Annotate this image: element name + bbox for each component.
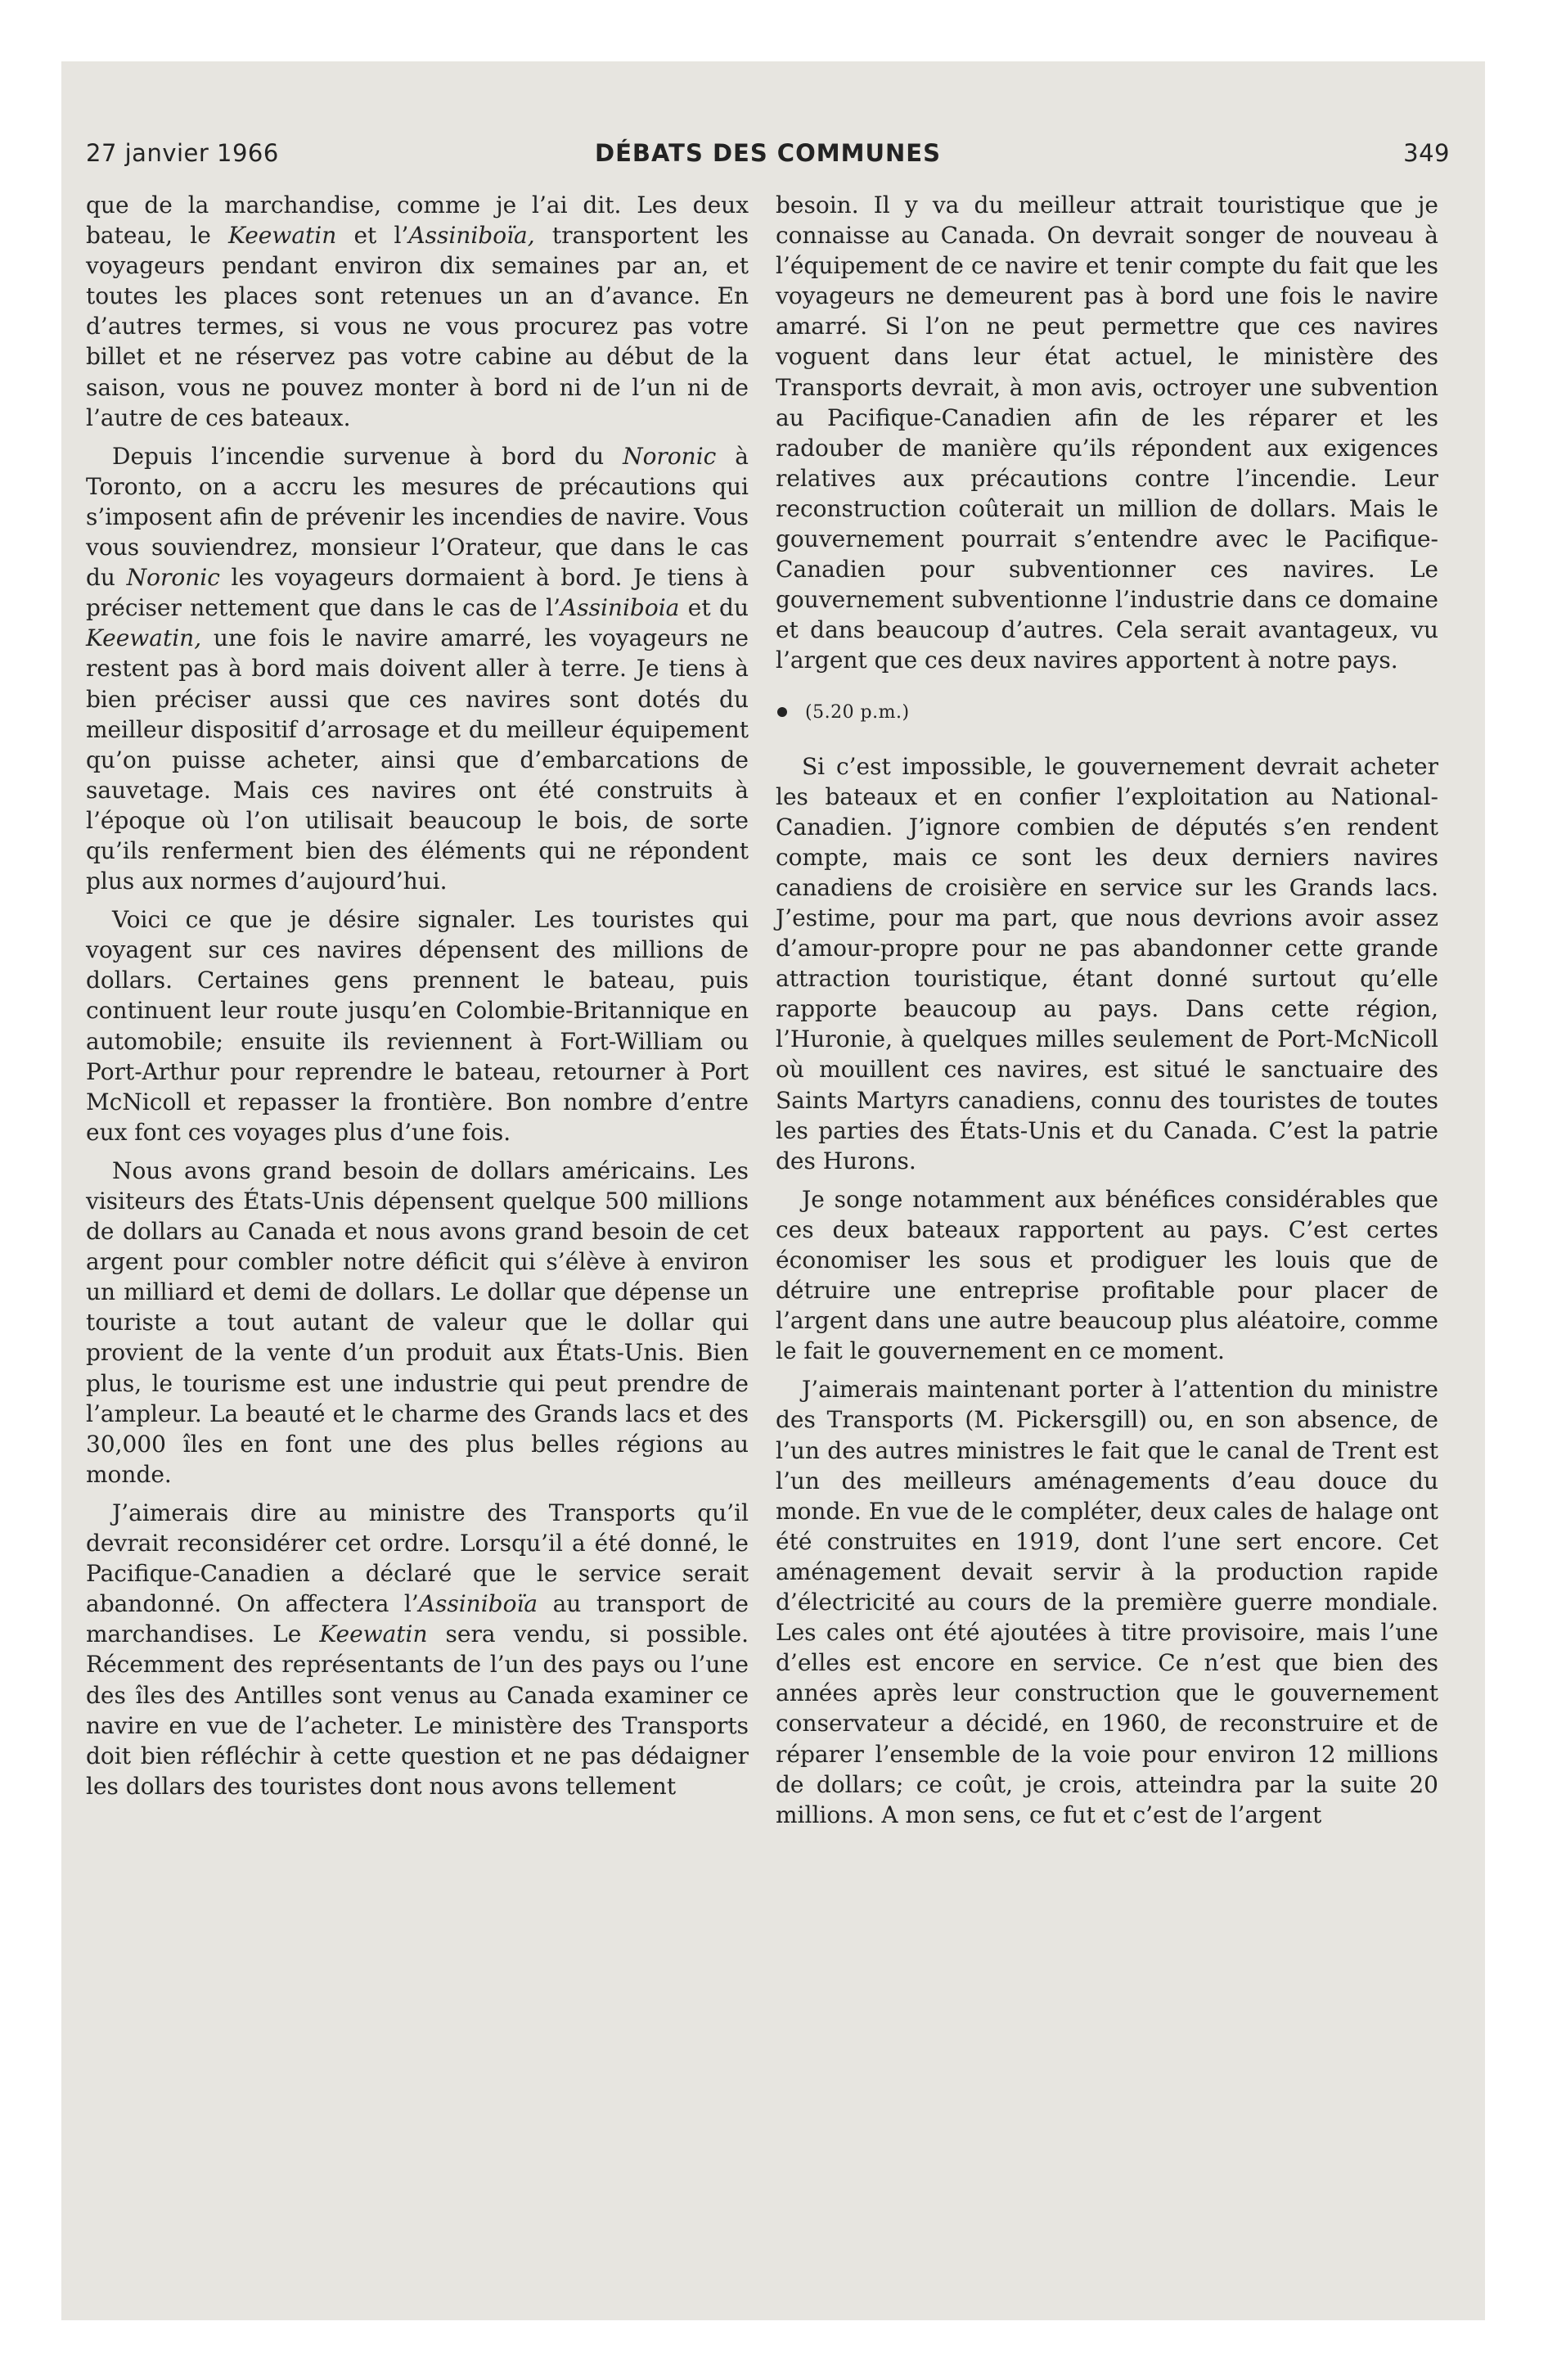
text-run: sera vendu, si possible. Récemment des représentants de l’un des pays ou l’une des îles des Antilles sont venus au Canada examiner ce navire en vue de l’acheter. Le ministère des Transports doit bien réfléchir à cette question et ne pas dédaigner les dollars des touristes dont nous avons tellement <box>86 1620 749 1800</box>
header-date: 27 janvier 1966 <box>86 139 279 167</box>
text-run: Nous avons grand besoin de dollars américains. Les visiteurs des États-Unis dépensent quelque 500 millions de dollars au Canada et nous avons grand besoin de cet argent pour combler notre déficit qui s’élève à environ un milliard et demi de dollars. Le dollar que dépense un touriste a tout autant de valeur que le dollar qui provient de la vente d’un produit aux États-Unis. Bien plus, le tourisme est une industrie qui peut prendre de l’ampleur. La beauté et le charme des Grands lacs et des 30,000 îles en font une des plus belles régions au monde. <box>86 1156 749 1488</box>
text-run: Je songe notamment aux bénéfices considérables que ces deux bateaux rapportent au pays. C’est certes économiser les sous et prodiguer les louis que de détruire une entreprise profitable pour placer de l’argent dans une autre beaucoup plus aléatoire, comme le fait le gouvernement en ce moment. <box>776 1185 1438 1365</box>
paragraph-continuation <box>86 190 749 433</box>
italic-text: Assiniboïa <box>418 1590 538 1618</box>
italic-text: Noronic <box>126 564 220 592</box>
right-column-top <box>776 190 1438 676</box>
document-page <box>86 139 1450 1828</box>
text-run: à Toronto, on a accru les mesures de précautions qui s’imposent afin de prévenir les incendies de navire. Vous vous souviendrez, monsieur l’Orateur, que dans le cas du <box>86 442 749 592</box>
paragraph <box>86 441 749 896</box>
text-run: besoin. Il y va du meilleur attrait touristique que je connaisse au Canada. On devrait songer de nouveau à l’équipement de ce navire et tenir compte du fait que les voyageurs ne demeurent pas à bord une fois le navire amarré. Si l’on ne peut permettre que ces navires voguent dans leur état actuel, le ministère des Transports devrait, à mon avis, octroyer une subvention au Pacifique-Canadien afin de les réparer et les radouber de manière qu’ils répondent aux exigences relatives aux précautions contre l’incendie. Leur reconstruction coûterait un million de dollars. Mais le gouvernement pourrait s’entendre avec le Pacifique-Canadien pour subventionner ces navires. Le gouvernement subventionne l’industrie dans ce domaine et dans beaucoup d’autres. Cela serait avantageux, vu l’argent que ces deux navires apportent à notre pays. <box>776 192 1438 674</box>
text-run: et du <box>679 594 749 622</box>
paragraph-continuation <box>776 190 1438 676</box>
bullet-icon <box>777 707 787 717</box>
page-header <box>86 139 1450 174</box>
timestamp-text: (5.20 p.m.) <box>805 701 910 723</box>
italic-text: Assiniboïa, <box>408 222 535 250</box>
text-run: Voici ce que je désire signaler. Les touristes qui voyagent sur ces navires dépensent des millions de dollars. Certaines gens prennent le bateau, puis continuent leur route jusqu’en Colombie-Britannique en automobile; ensuite ils reviennent à Fort-William ou Port-Arthur pour reprendre le bateau, retourner à Port McNicoll et repasser la frontière. Bon nombre d’entre eux font ces voyages plus d’une fois. <box>86 906 749 1146</box>
text-run: que de la marchandise, comme je l’ai dit. Les deux bateau, le <box>86 192 749 250</box>
page-number: 349 <box>1403 139 1450 167</box>
paragraph <box>776 1374 1438 1829</box>
paragraph <box>86 1498 749 1801</box>
header-title: DÉBATS DES COMMUNES <box>595 139 941 167</box>
paragraph <box>776 1184 1438 1367</box>
text-run: au transport de marchandises. Le <box>86 1590 749 1648</box>
paragraph <box>86 904 749 1147</box>
italic-text: Keewatin, <box>86 624 202 652</box>
right-column-bottom <box>776 751 1438 1830</box>
text-run: transportent les voyageurs pendant environ dix semaines par an, et toutes les places sont retenues un an d’avance. En d’autres termes, si vous ne vous procurez pas votre billet et ne réservez pas votre cabine au début de la saison, vous ne pouvez monter à bord ni de l’un ni de l’autre de ces bateaux. <box>86 222 749 431</box>
text-run: J’aimerais maintenant porter à l’attention du ministre des Transports (M. Pickersgill) ou, en son absence, de l’un des autres ministres le fait que le canal de Trent est l’un des meilleurs aménagements d’eau douce du monde. En vue de le compléter, deux cales de halage ont été construites en 1919, dont l’une sert encore. Cet aménagement devait servir à la production rapide d’électricité au cours de la première guerre mondiale. Les cales ont été ajoutées à titre provisoire, mais l’une d’elles est encore en service. Ce n’est que bien des années après leur construction que le gouvernement conservateur a décidé, en 1960, de reconstruire et de réparer l’ensemble de la voie pour environ 12 millions de dollars; ce coût, je crois, atteindra par la suite 20 millions. A mon sens, ce fut et c’est de l’argent <box>776 1376 1438 1828</box>
italic-text: Keewatin <box>319 1620 428 1648</box>
italic-text: Keewatin <box>228 222 337 250</box>
text-run: J’aimerais dire au ministre des Transports qu’il devrait reconsidérer cet ordre. Lorsqu’il a été donné, le Pacifique-Canadien a déclaré que le service serait abandonné. On affectera l’ <box>86 1499 749 1618</box>
paragraph <box>86 1156 749 1490</box>
text-run: Si c’est impossible, le gouvernement devrait acheter les bateaux et en confier l’exploitation au National-Canadien. J’ignore combien de députés s’en rendent compte, mais ce sont les deux derniers navires canadiens de croisière en service sur les Grands lacs. J’estime, pour ma part, que nous devrions avoir assez d’amour-propre pour ne pas abandonner cette grande attraction touristique, étant donné surtout qu’elle rapporte beaucoup au pays. Dans cette région, l’Huronie, à quelques milles seulement de Port-McNicoll où mouillent ces navires, est situé le sanctuaire des Saints Martyrs canadiens, connu des touristes de toutes les parties des États-Unis et du Canada. C’est la patrie des Hurons. <box>776 752 1438 1174</box>
italic-text: Assiniboia <box>560 594 680 622</box>
right-column <box>776 190 1438 1830</box>
left-column <box>86 190 749 1801</box>
text-run: les voyageurs dormaient à bord. Je tiens à préciser nettement que dans le cas de l’ <box>86 564 749 622</box>
paragraph <box>776 751 1438 1176</box>
text-run: une fois le navire amarré, les voyageurs ne restent pas à bord mais doivent aller à terre. Je tiens à bien préciser aussi que ces navires sont dotés du meilleur dispositif d’arrosage et du meilleur équipement qu’on puisse acheter, ainsi que d’embarcations de sauvetage. Mais ces navires ont été construits à l’époque où l’on utilisait beaucoup le bois, de sorte qu’ils renferment bien des éléments qui ne répondent plus aux normes d’aujourd’hui. <box>86 624 749 895</box>
timestamp <box>776 701 1438 725</box>
italic-text: Noronic <box>623 442 717 470</box>
text-run: Depuis l’incendie survenue à bord du <box>112 442 623 470</box>
text-run: et l’ <box>336 222 409 250</box>
